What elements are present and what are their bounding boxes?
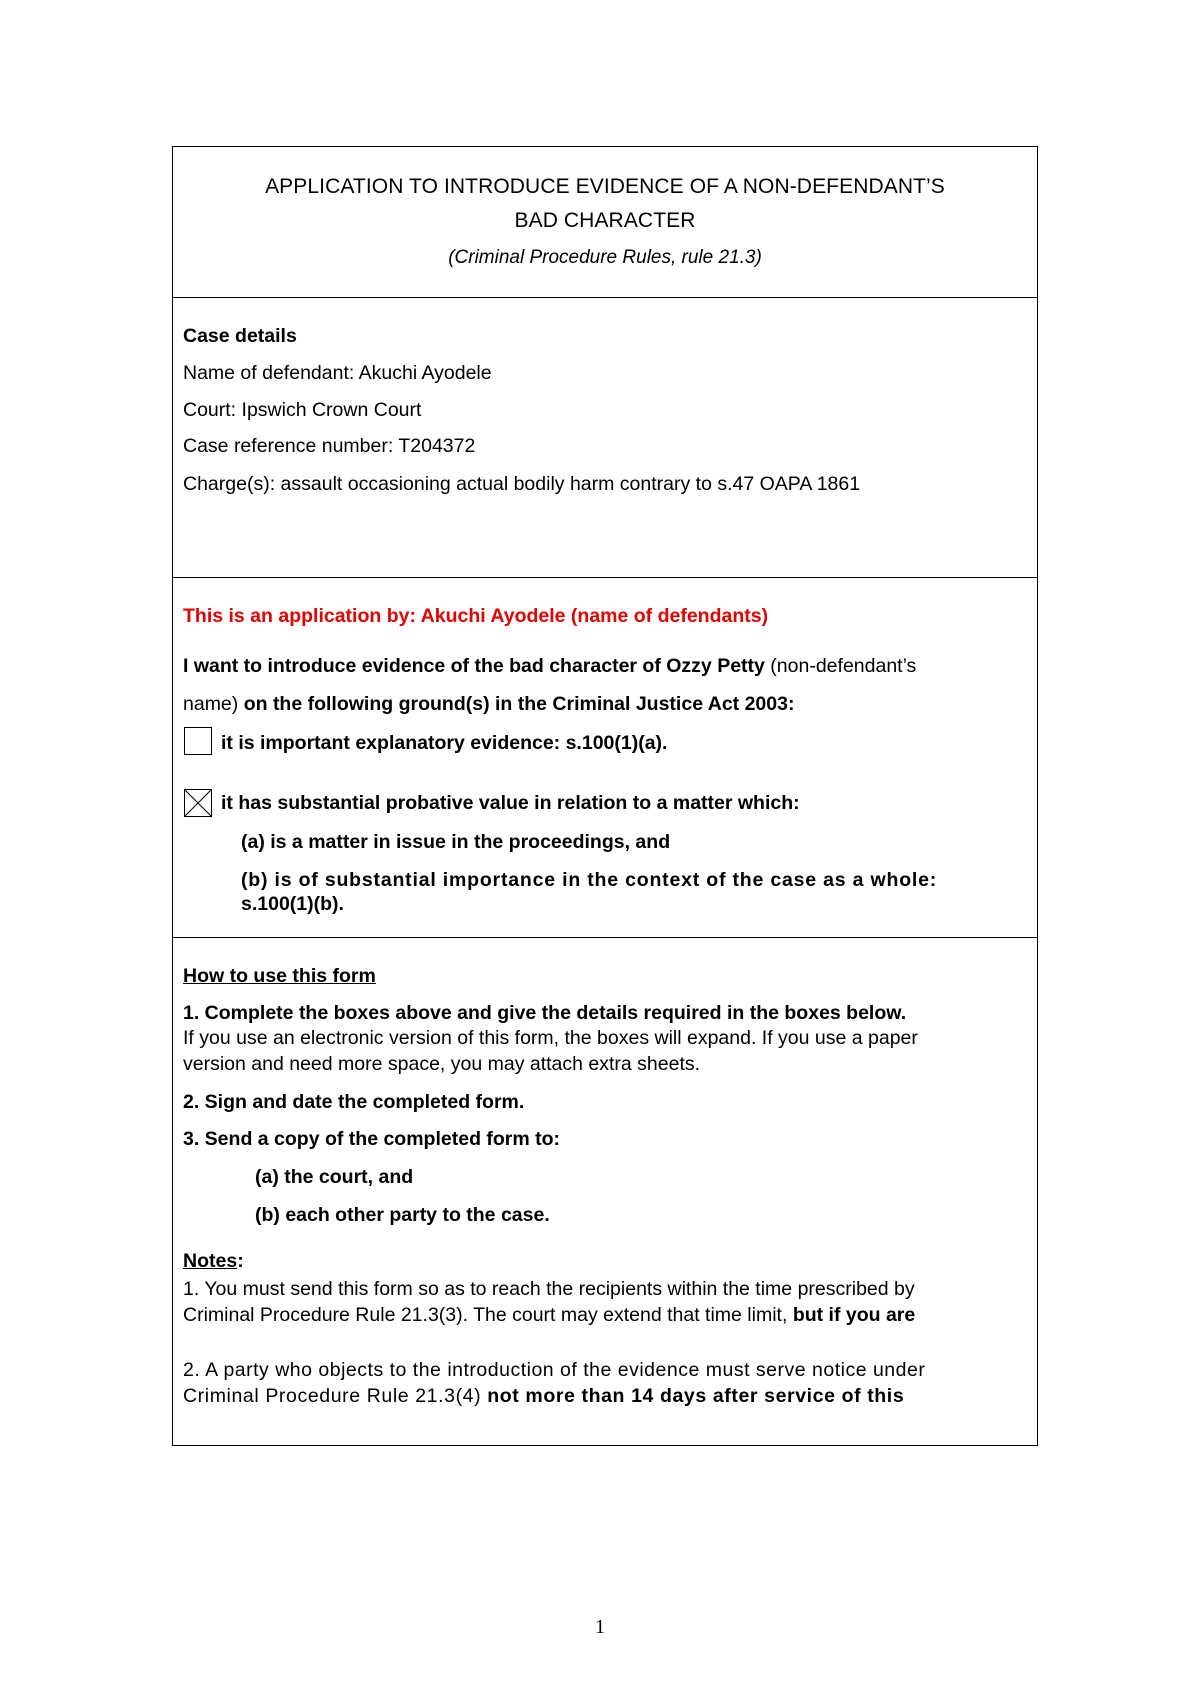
note1-line1: 1. You must send this form so as to reach the recipients within the time prescribed by: [183, 1278, 915, 1300]
note1-line2-plain: Criminal Procedure Rule 21.3(3). The court may extend that time limit,: [183, 1304, 793, 1326]
ground2-a: (a) is a matter in issue in the proceedings, and: [241, 831, 671, 853]
reference-row: [183, 435, 475, 458]
case-details-heading: Case details: [183, 325, 297, 347]
step2: 2. Sign and date the completed form.: [183, 1091, 525, 1113]
form-title-line1: APPLICATION TO INTRODUCE EVIDENCE OF A NON-DEFENDANT’S: [265, 175, 945, 198]
step3-b: (b) each other party to the case.: [255, 1204, 550, 1226]
application-by-suffix: (name of defendants): [565, 605, 769, 627]
form-title-line2: BAD CHARACTER: [514, 209, 696, 232]
court-value[interactable]: Ipswich Crown Court: [241, 399, 422, 421]
notes-heading-row: [183, 1250, 244, 1273]
page-number: 1: [595, 1616, 605, 1638]
charges-label: Charge(s):: [183, 473, 281, 495]
ground2-label: it has substantial probative value in relation to a matter which:: [221, 792, 800, 814]
application-by-value[interactable]: Akuchi Ayodele: [420, 605, 566, 627]
step1-line3: version and need more space, you may attach extra sheets.: [183, 1053, 701, 1075]
intro-line1: [183, 655, 916, 678]
section-divider: [173, 297, 1037, 298]
ground2-b-line2: s.100(1)(b).: [241, 893, 344, 915]
charges-row: [183, 473, 860, 496]
section-divider: [173, 577, 1037, 578]
defendant-value[interactable]: Akuchi Ayodele: [358, 362, 492, 384]
step1-line2: If you use an electronic version of this form, the boxes will expand. If you use a paper: [183, 1027, 918, 1049]
note2-line1: 2. A party who objects to the introduction of the evidence must serve notice under: [183, 1359, 926, 1381]
step3: 3. Send a copy of the completed form to:: [183, 1128, 561, 1150]
section-divider: [173, 937, 1037, 938]
note2-line2-bold: not more than 14 days after service of this: [487, 1385, 905, 1407]
intro-line2: [183, 693, 794, 716]
intro-bold: I want to introduce evidence of the bad character of: [183, 655, 667, 677]
note1-line2: [183, 1304, 915, 1327]
notes-colon: :: [237, 1250, 244, 1272]
reference-label: Case reference number:: [183, 435, 399, 457]
check-x-icon: [185, 790, 211, 816]
ground1-checkbox[interactable]: [184, 727, 212, 755]
court-row: [183, 399, 421, 422]
intro-line2-bold: on the following ground(s) in the Criminal Justice Act 2003:: [243, 693, 795, 715]
ground2-b-line1: (b) is of substantial importance in the context of the case as a whole:: [241, 869, 938, 891]
defendant-label: Name of defendant:: [183, 362, 359, 384]
charges-value[interactable]: assault occasioning actual bodily harm contrary to s.47 OAPA 1861: [280, 473, 861, 495]
ground1-label: it is important explanatory evidence: s.100(1)(a).: [221, 732, 668, 754]
form-subtitle: (Criminal Procedure Rules, rule 21.3): [448, 247, 762, 268]
note1-line2-bold: but if you are: [792, 1304, 916, 1326]
reference-value[interactable]: T204372: [398, 435, 476, 457]
note2-line2-plain: Criminal Procedure Rule 21.3(4): [183, 1385, 488, 1407]
defendant-row: [183, 362, 492, 385]
court-label: Court:: [183, 399, 242, 421]
step3-a: (a) the court, and: [255, 1166, 414, 1188]
step1-bold: 1. Complete the boxes above and give the details required in the boxes below.: [183, 1002, 907, 1024]
intro-line2-plain: name): [183, 693, 244, 715]
application-form: [172, 146, 1038, 1446]
ground2-checkbox[interactable]: [184, 789, 212, 817]
intro-plain: (non-defendant’s: [764, 655, 917, 677]
application-by-row: [183, 605, 768, 628]
application-by-label: This is an application by:: [183, 605, 421, 627]
how-to-heading: How to use this form: [183, 965, 376, 987]
non-defendant-name[interactable]: Ozzy Petty: [666, 655, 765, 677]
notes-heading: Notes: [183, 1250, 238, 1272]
note2-line2: [183, 1385, 904, 1408]
